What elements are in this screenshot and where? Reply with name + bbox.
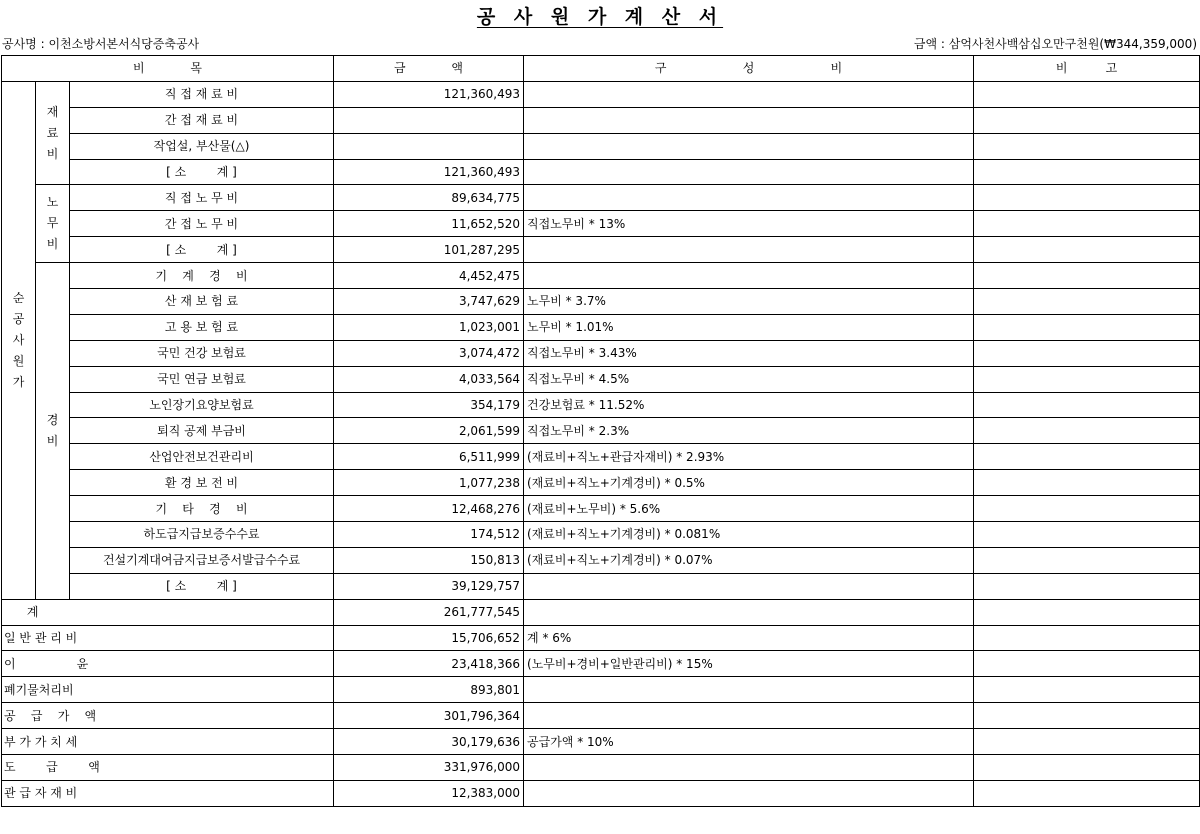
row-remarks <box>974 133 1200 159</box>
row-label: 기 타 경 비 <box>70 496 334 522</box>
table-row <box>2 366 1200 392</box>
contract-amount: 금액 : 삼억사천사백삼십오만구천원(₩344,359,000) <box>913 37 1197 51</box>
row-label: 퇴직 공제 부금비 <box>70 418 334 444</box>
total-label: 폐기물처리비 <box>2 677 334 703</box>
row-remarks <box>974 289 1200 315</box>
row-label: [ 소 계 ] <box>70 573 334 599</box>
row-amount: 39,129,757 <box>334 573 524 599</box>
total-row <box>2 677 1200 703</box>
total-basis: (노무비+경비+일반관리비) * 15% <box>524 651 974 677</box>
row-basis <box>524 81 974 107</box>
total-amount: 331,976,000 <box>334 755 524 781</box>
row-label: 건설기계대여금지급보증서발급수수료 <box>70 547 334 573</box>
total-amount: 30,179,636 <box>334 729 524 755</box>
table-row <box>2 340 1200 366</box>
table-row <box>2 211 1200 237</box>
row-basis: 건강보험료 * 11.52% <box>524 392 974 418</box>
row-basis <box>524 107 974 133</box>
table-row <box>2 81 1200 107</box>
total-label: 관 급 자 재 비 <box>2 780 334 806</box>
total-amount: 301,796,364 <box>334 703 524 729</box>
table-row <box>2 133 1200 159</box>
row-amount: 121,360,493 <box>334 159 524 185</box>
table-row <box>2 470 1200 496</box>
project-name: 공사명 : 이천소방서본서식당증축공사 <box>2 37 200 51</box>
row-remarks <box>974 314 1200 340</box>
total-row <box>2 703 1200 729</box>
total-remarks <box>974 651 1200 677</box>
total-label: 부 가 가 치 세 <box>2 729 334 755</box>
row-remarks <box>974 547 1200 573</box>
group-net-cost: 순 공 사 원 가 <box>2 81 36 599</box>
row-remarks <box>974 211 1200 237</box>
row-amount: 3,074,472 <box>334 340 524 366</box>
row-remarks <box>974 522 1200 548</box>
total-remarks <box>974 599 1200 625</box>
row-remarks <box>974 418 1200 444</box>
total-remarks <box>974 703 1200 729</box>
table-row <box>2 237 1200 263</box>
table-row <box>2 522 1200 548</box>
table-row <box>2 496 1200 522</box>
row-basis <box>524 263 974 289</box>
row-label: 국민 건강 보험료 <box>70 340 334 366</box>
total-amount: 23,418,366 <box>334 651 524 677</box>
row-label: 간 접 노 무 비 <box>70 211 334 237</box>
row-label: 하도급지급보증수수료 <box>70 522 334 548</box>
row-basis: (재료비+직노+기계경비) * 0.081% <box>524 522 974 548</box>
table-row <box>2 159 1200 185</box>
table-row <box>2 185 1200 211</box>
table-row <box>2 573 1200 599</box>
table-row <box>2 444 1200 470</box>
row-amount: 6,511,999 <box>334 444 524 470</box>
row-remarks <box>974 263 1200 289</box>
row-remarks <box>974 444 1200 470</box>
row-basis: (재료비+직노+기계경비) * 0.5% <box>524 470 974 496</box>
row-remarks <box>974 81 1200 107</box>
total-remarks <box>974 780 1200 806</box>
row-remarks <box>974 496 1200 522</box>
total-row <box>2 729 1200 755</box>
table-row <box>2 314 1200 340</box>
group-material: 재 료 비 <box>36 81 70 185</box>
total-remarks <box>974 755 1200 781</box>
total-basis: 공급가액 * 10% <box>524 729 974 755</box>
total-row <box>2 599 1200 625</box>
table-row <box>2 547 1200 573</box>
header-item: 비 목 <box>2 56 334 82</box>
row-amount: 89,634,775 <box>334 185 524 211</box>
row-basis: 직접노무비 * 13% <box>524 211 974 237</box>
row-basis <box>524 573 974 599</box>
row-amount: 101,287,295 <box>334 237 524 263</box>
row-label: 기 계 경 비 <box>70 263 334 289</box>
total-amount: 893,801 <box>334 677 524 703</box>
row-basis: 노무비 * 1.01% <box>524 314 974 340</box>
table-header-row <box>2 56 1200 82</box>
row-basis <box>524 237 974 263</box>
row-label: 국민 연금 보험료 <box>70 366 334 392</box>
total-basis <box>524 677 974 703</box>
total-row <box>2 651 1200 677</box>
cost-calculation-table <box>1 55 1200 807</box>
row-basis: 직접노무비 * 4.5% <box>524 366 974 392</box>
row-amount: 4,033,564 <box>334 366 524 392</box>
row-remarks <box>974 340 1200 366</box>
document-title: 공 사 원 가 계 산 서 <box>476 6 724 28</box>
row-amount: 354,179 <box>334 392 524 418</box>
row-remarks <box>974 392 1200 418</box>
row-label: 간 접 재 료 비 <box>70 107 334 133</box>
total-basis <box>524 599 974 625</box>
row-amount: 174,512 <box>334 522 524 548</box>
row-label: [ 소 계 ] <box>70 237 334 263</box>
row-amount: 2,061,599 <box>334 418 524 444</box>
row-amount: 1,023,001 <box>334 314 524 340</box>
row-label: 산 재 보 험 료 <box>70 289 334 315</box>
total-remarks <box>974 625 1200 651</box>
total-row <box>2 625 1200 651</box>
total-basis <box>524 703 974 729</box>
header-amount: 금 액 <box>334 56 524 82</box>
group-expense: 경 비 <box>36 263 70 600</box>
row-remarks <box>974 159 1200 185</box>
row-amount <box>334 107 524 133</box>
total-remarks <box>974 677 1200 703</box>
total-row <box>2 780 1200 806</box>
total-label: 일 반 관 리 비 <box>2 625 334 651</box>
row-label: 고 용 보 험 료 <box>70 314 334 340</box>
row-basis <box>524 159 974 185</box>
row-amount <box>334 133 524 159</box>
table-row <box>2 263 1200 289</box>
row-remarks <box>974 107 1200 133</box>
row-label: 직 접 재 료 비 <box>70 81 334 107</box>
total-basis: 계 * 6% <box>524 625 974 651</box>
total-label: 공 급 가 액 <box>2 703 334 729</box>
row-label: 노인장기요양보험료 <box>70 392 334 418</box>
row-remarks <box>974 237 1200 263</box>
row-label: [ 소 계 ] <box>70 159 334 185</box>
row-basis: 직접노무비 * 2.3% <box>524 418 974 444</box>
group-labor: 노 무 비 <box>36 185 70 263</box>
row-amount: 121,360,493 <box>334 81 524 107</box>
row-amount: 11,652,520 <box>334 211 524 237</box>
row-remarks <box>974 185 1200 211</box>
row-label: 환 경 보 전 비 <box>70 470 334 496</box>
row-basis: 직접노무비 * 3.43% <box>524 340 974 366</box>
table-row <box>2 107 1200 133</box>
total-basis <box>524 780 974 806</box>
row-amount: 3,747,629 <box>334 289 524 315</box>
row-label: 산업안전보건관리비 <box>70 444 334 470</box>
header-composition: 구 성 비 <box>524 56 974 82</box>
total-remarks <box>974 729 1200 755</box>
total-label: 도 급 액 <box>2 755 334 781</box>
row-label: 직 접 노 무 비 <box>70 185 334 211</box>
row-amount: 150,813 <box>334 547 524 573</box>
total-label: 이 윤 <box>2 651 334 677</box>
table-row <box>2 418 1200 444</box>
header-remarks: 비 고 <box>974 56 1200 82</box>
row-amount: 1,077,238 <box>334 470 524 496</box>
total-basis <box>524 755 974 781</box>
total-amount: 12,383,000 <box>334 780 524 806</box>
row-basis: 노무비 * 3.7% <box>524 289 974 315</box>
row-basis: (재료비+직노+관급자재비) * 2.93% <box>524 444 974 470</box>
row-amount: 4,452,475 <box>334 263 524 289</box>
table-row <box>2 289 1200 315</box>
row-remarks <box>974 470 1200 496</box>
total-row <box>2 755 1200 781</box>
row-amount: 12,468,276 <box>334 496 524 522</box>
total-amount: 261,777,545 <box>334 599 524 625</box>
row-basis: (재료비+직노+기계경비) * 0.07% <box>524 547 974 573</box>
table-row <box>2 392 1200 418</box>
total-label: 계 <box>2 599 334 625</box>
row-remarks <box>974 573 1200 599</box>
row-label: 작업설, 부산물(△) <box>70 133 334 159</box>
total-amount: 15,706,652 <box>334 625 524 651</box>
row-basis <box>524 185 974 211</box>
row-basis <box>524 133 974 159</box>
row-remarks <box>974 366 1200 392</box>
row-basis: (재료비+노무비) * 5.6% <box>524 496 974 522</box>
table-body <box>2 81 1200 806</box>
